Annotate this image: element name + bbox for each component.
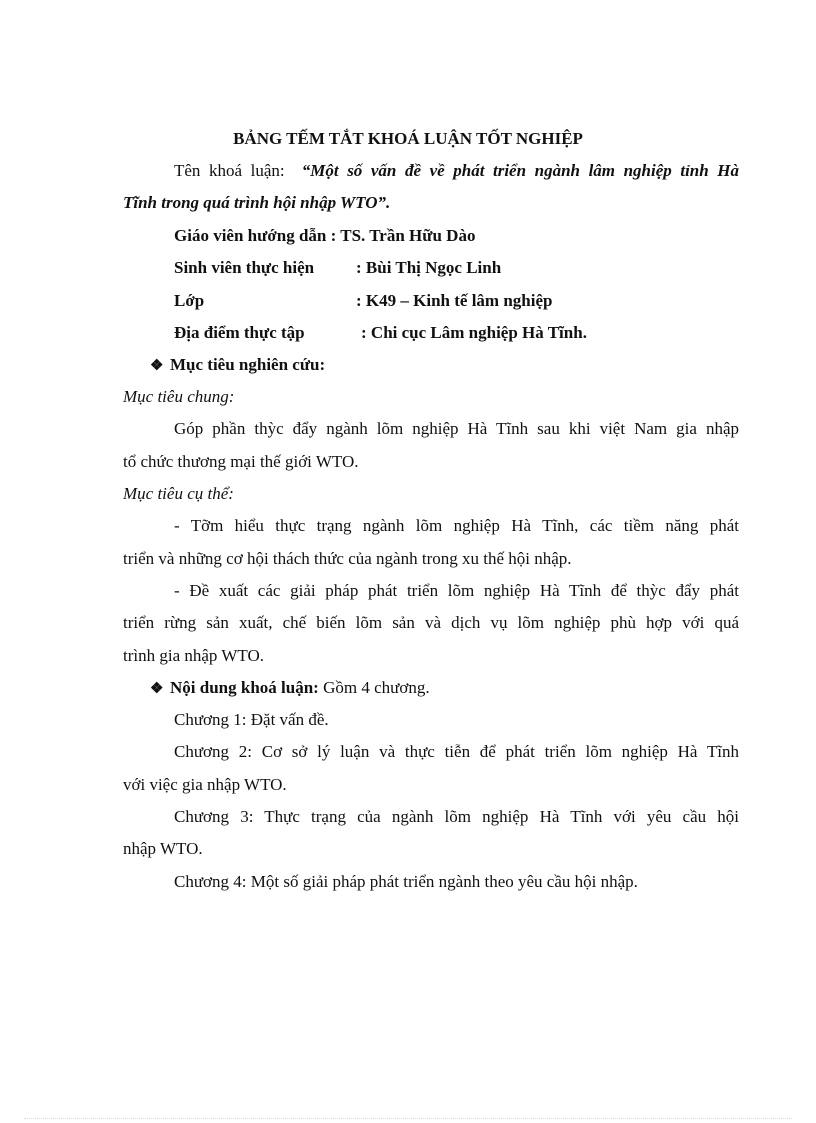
- info-row-student: [174, 257, 314, 279]
- content-heading-text: Nội dung khoá luận:: [170, 678, 319, 697]
- chapter-2-line-1: Chương 2: Cơ sở lý luận và thực tiễn để phát triển lõm nghiệp Hà Tĩnh: [174, 742, 739, 761]
- content-heading: [150, 677, 430, 700]
- thesis-title-line-1: [174, 160, 739, 182]
- info-row-class-value: [356, 290, 552, 312]
- chapter-4: Chương 4: Một số giải pháp phát triển ngành theo yêu cầu hội nhập.: [174, 872, 638, 891]
- objectives-heading: [150, 354, 325, 377]
- general-objective-line-2: tổ chức thương mại thế giới WTO.: [123, 452, 359, 471]
- info-sep: :: [356, 258, 362, 277]
- thesis-title-line-2: Tĩnh trong quá trình hội nhập WTO”.: [123, 193, 391, 212]
- content-summary: Gồm 4 chương.: [323, 678, 430, 697]
- info-sep: :: [356, 291, 362, 310]
- info-label: Lớp: [174, 291, 205, 310]
- info-row-location-value: [361, 322, 587, 344]
- chapter-1: Chương 1: Đặt vấn đề.: [174, 710, 329, 729]
- objectives-heading-text: Mục tiêu nghiên cứu:: [170, 355, 326, 374]
- specific-objective-2-line-2: triển rừng sản xuất, chế biến lõm sản và dịch vụ lõm nghiệp phù hợp với quá: [123, 613, 739, 632]
- info-sep: :: [330, 226, 337, 245]
- diamond-bullet-icon: ❖: [150, 681, 164, 697]
- chapter-2-line-2: với việc gia nhập WTO.: [123, 775, 287, 794]
- info-label: Giáo viên hướng dẫn: [174, 226, 327, 245]
- page-bottom-rule: [24, 1118, 792, 1119]
- thesis-label: Tên khoá luận:: [174, 161, 285, 180]
- general-objective-line-1: Góp phần thỳc đẩy ngành lõm nghiệp Hà Tĩnh sau khi việt Nam gia nhập: [174, 419, 739, 438]
- info-value: Chi cục Lâm nghiệp Hà Tĩnh.: [370, 323, 587, 342]
- thesis-title: “Một số vấn đề về phát triển ngành lâm nghiệp tỉnh Hà: [301, 161, 740, 180]
- info-row-class: [174, 290, 204, 312]
- info-label: Sinh viên thực hiện: [174, 258, 315, 277]
- specific-objective-2-line-1: - Đề xuất các giải pháp phát triển lõm nghiệp Hà Tĩnh để thỳc đẩy phát: [174, 581, 739, 600]
- info-value: K49 – Kinh tế lâm nghiệp: [365, 291, 553, 310]
- info-row-location: [174, 322, 305, 344]
- info-row-advisor: [174, 225, 475, 247]
- info-sep: :: [361, 323, 367, 342]
- document-title: BẢNG TẾM TẮT KHOÁ LUẬN TỐT NGHIỆP: [233, 129, 583, 148]
- specific-objective-1-line-1: - Tỡm hiểu thực trạng ngành lõm nghiệp Hà Tĩnh, các tiềm năng phát: [174, 516, 739, 535]
- info-value: TS. Trần Hữu Dào: [340, 226, 476, 245]
- info-label: Địa điểm thực tập: [174, 323, 305, 342]
- specific-objective-2-line-3: trình gia nhập WTO.: [123, 646, 265, 665]
- chapter-3-line-1: Chương 3: Thực trạng của ngành lõm nghiệp Hà Tĩnh với yêu cầu hội: [174, 807, 739, 826]
- info-row-student-value: [356, 257, 501, 279]
- info-value: Bùi Thị Ngọc Linh: [365, 258, 502, 277]
- general-objective-label: Mục tiêu chung:: [123, 387, 235, 406]
- specific-objective-label: Mục tiêu cụ thể:: [123, 484, 234, 503]
- diamond-bullet-icon: ❖: [150, 358, 164, 374]
- chapter-3-line-2: nhập WTO.: [123, 839, 203, 858]
- specific-objective-1-line-2: triển và những cơ hội thách thức của ngành trong xu thế hội nhập.: [123, 549, 572, 568]
